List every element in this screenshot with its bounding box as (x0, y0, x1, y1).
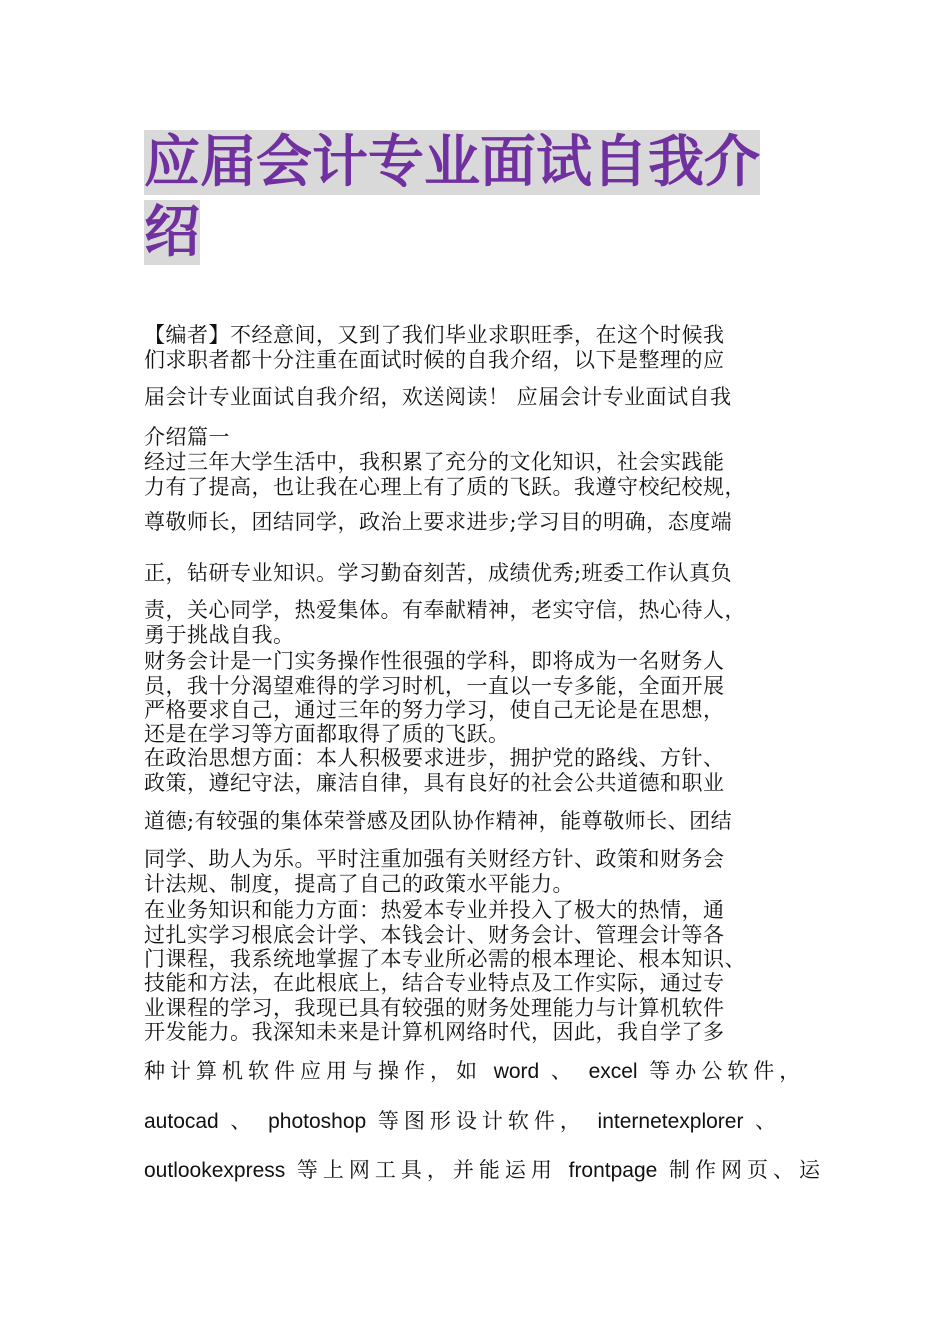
body-line-segment: word (493, 1060, 540, 1083)
body-line-segment: 制作网页、运 (657, 1158, 826, 1182)
body-line: 们求职者都十分注重在面试时候的自我介绍，以下是整理的应 (144, 348, 725, 372)
body-line-segment: outlookexpress (144, 1159, 286, 1182)
body-line-segment: 等上网工具，并能运用 (285, 1158, 569, 1182)
body-line-segment: internetexplorer (597, 1110, 744, 1133)
body-line: 届会计专业面试自我介绍，欢送阅读！ 应届会计专业面试自我 (144, 385, 732, 409)
body-line-segment: frontpage (568, 1159, 658, 1182)
body-line: 过扎实学习根底会计学、本钱会计、财务会计、管理会计等各 (144, 923, 725, 947)
body-line: 正，钻研专业知识。学习勤奋刻苦，成绩优秀;班委工作认真负 (144, 561, 733, 585)
body-line-mixed (144, 1108, 781, 1135)
body-line: 技能和方法，在此根底上，结合专业特点及工作实际，通过专 (144, 971, 725, 995)
body-line: 【编者】不经意间，又到了我们毕业求职旺季，在这个时候我 (144, 323, 725, 347)
body-line: 道德;有较强的集体荣誉感及团队协作精神，能尊敬师长、团结 (144, 809, 733, 833)
body-line-segment: 等图形设计软件， (366, 1109, 598, 1133)
body-line: 介绍篇一 (144, 425, 230, 449)
body-line: 业课程的学习，我现已具有较强的财务处理能力与计算机软件 (144, 996, 725, 1020)
body-line-mixed (144, 1157, 825, 1184)
body-line-segment: 种计算机软件应用与操作，如 (144, 1059, 494, 1083)
title-highlight: 应届会计专业面试自我介绍 (144, 130, 760, 265)
body-line: 在政治思想方面：本人积极要求进步，拥护党的路线、方针、 (144, 746, 725, 770)
body-line: 严格要求自己，通过三年的努力学习，使自己无论是在思想， (144, 698, 725, 722)
body-line: 尊敬师长，团结同学，政治上要求进步;学习目的明确，态度端 (144, 510, 733, 534)
body-line: 同学、助人为乐。平时注重加强有关财经方针、政策和财务会 (144, 847, 725, 871)
body-line-segment: 等办公软件， (637, 1059, 806, 1083)
document-title (144, 128, 814, 268)
body-line: 财务会计是一门实务操作性很强的学科，即将成为一名财务人 (144, 649, 725, 673)
body-line: 还是在学习等方面都取得了质的飞跃。 (144, 722, 510, 746)
body-line: 门课程，我系统地掌握了本专业所必需的根本理论、根本知识、 (144, 947, 746, 971)
body-line-segment: photoshop (268, 1110, 367, 1133)
body-line-segment: 、 (539, 1059, 589, 1083)
body-line-mixed (144, 1058, 805, 1085)
body-line: 责，关心同学，热爱集体。有奉献精神，老实守信，热心待人， (144, 598, 746, 622)
body-line: 开发能力。我深知未来是计算机网络时代，因此，我自学了多 (144, 1020, 725, 1044)
body-line: 政策，遵纪守法，廉洁自律，具有良好的社会公共道德和职业 (144, 771, 725, 795)
body-line: 计法规、制度，提高了自己的政策水平能力。 (144, 872, 574, 896)
body-line: 力有了提高，也让我在心理上有了质的飞跃。我遵守校纪校规， (144, 475, 746, 499)
body-line: 在业务知识和能力方面：热爱本专业并投入了极大的热情，通 (144, 898, 725, 922)
body-line-segment: 、 (218, 1109, 269, 1133)
body-line: 勇于挑战自我。 (144, 623, 295, 647)
body-line-segment: autocad (144, 1110, 219, 1133)
body-line-segment: 、 (743, 1109, 782, 1133)
body-line-segment: excel (588, 1060, 638, 1083)
body-line: 经过三年大学生活中，我积累了充分的文化知识，社会实践能 (144, 450, 725, 474)
body-line: 员，我十分渴望难得的学习时机，一直以一专多能，全面开展 (144, 674, 725, 698)
